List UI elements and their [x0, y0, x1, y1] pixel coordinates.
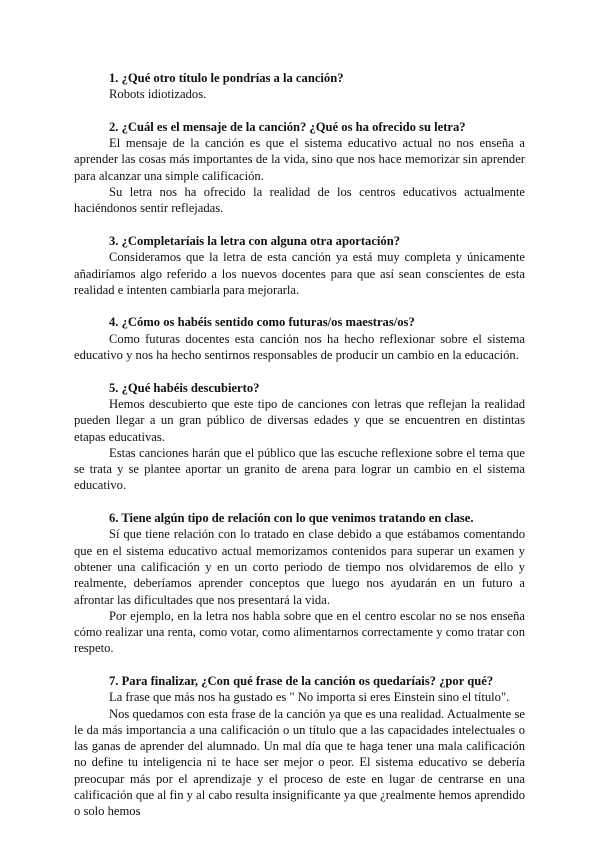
- question-7: [74, 673, 525, 820]
- question-1: [74, 70, 525, 103]
- answer-paragraph: Por ejemplo, en la letra nos habla sobre que en el centro escolar no se nos enseña cómo realizar una renta, como votar, como alimentarnos correctamente y como tratar con respeto.: [74, 608, 525, 656]
- question-heading: 3. ¿Completaríais la letra con alguna otra aportación?: [109, 233, 401, 248]
- answer-paragraph: Consideramos que la letra de esta canción ya está muy completa y únicamente añadiríamos algo referido a los nuevos docentes para que así sean conscientes de esta realidad e intenten cambiarla para mejorarla.: [74, 250, 525, 297]
- question-4: [74, 314, 525, 363]
- question-3: [74, 233, 525, 298]
- question-heading: 4. ¿Cómo os habéis sentido como futuras/os maestras/os?: [109, 315, 415, 330]
- question-heading: 2. ¿Cuál es el mensaje de la canción? ¿Qué os ha ofrecido su letra?: [109, 119, 466, 134]
- question-heading: 7. Para finalizar, ¿Con qué frase de la canción os quedaríais? ¿por qué?: [109, 673, 494, 688]
- question-heading: 1. ¿Qué otro título le pondrías a la canción?: [109, 71, 344, 85]
- answer-paragraph: Nos quedamos con esta frase de la canción ya que es una realidad. Actualmente se le da más importancia a una calificación o un título que a las capacidades intelectuales o las ganas de aprender del alumnado. Un mal día que te haga tener una mala calificación no define tu inteligencia ni te hace ser mejor o peor. El sistema educativo se debería preocupar más por el aprendizaje y el proceso de este en lugar de centrarse en una calificación que al fin y al cabo resulta insignificante ya que ¿realmente hemos aprendido o solo hemos: [74, 706, 525, 819]
- question-2: [74, 119, 525, 217]
- question-heading: 5. ¿Qué habéis descubierto?: [109, 380, 260, 395]
- document-page: [74, 70, 525, 836]
- question-5: [74, 380, 525, 494]
- answer-paragraph: Estas canciones harán que el público que las escuche reflexione sobre el tema que se trata y se plantee aportar un granito de arena para lograr un cambio en el sistema educativo.: [74, 445, 525, 493]
- question-heading: 6. Tiene algún tipo de relación con lo que venimos tratando en clase.: [109, 511, 474, 526]
- answer-paragraph: Sí que tiene relación con lo tratado en clase debido a que estábamos comentando que en el sistema educativo actual memorizamos contenidos para superar un examen y obtener una calificación y en un corto periodo de tiempo nos olvidaremos de ello y realmente, deberíamos aprender conceptos que luego nos ayudarán en un futuro a afrontar las dificultades que nos presentará la vida.: [74, 527, 525, 607]
- answer-paragraph: Su letra nos ha ofrecido la realidad de los centros educativos actualmente haciéndonos sentir reflejadas.: [74, 185, 525, 216]
- answer-paragraph: Hemos descubierto que este tipo de canciones con letras que reflejan la realidad pueden llegar a un gran público de diversas edades y que se encuentren en distintas etapas educativas.: [74, 396, 525, 444]
- answer-paragraph: El mensaje de la canción es que el sistema educativo actual no nos enseña a aprender las cosas más importantes de la vida, sino que nos hace memorizar sin aprender para alcanzar una simple calificación.: [74, 136, 525, 183]
- answer-paragraph: Como futuras docentes esta canción nos ha hecho reflexionar sobre el sistema educativo y nos ha hecho sentirnos responsables de producir un cambio en la educación.: [74, 331, 525, 363]
- answer-paragraph: La frase que más nos ha gustado es " No importa si eres Einstein sino el título".: [109, 690, 510, 705]
- answer-paragraph: Robots idiotizados.: [109, 87, 207, 102]
- question-6: [74, 510, 525, 657]
